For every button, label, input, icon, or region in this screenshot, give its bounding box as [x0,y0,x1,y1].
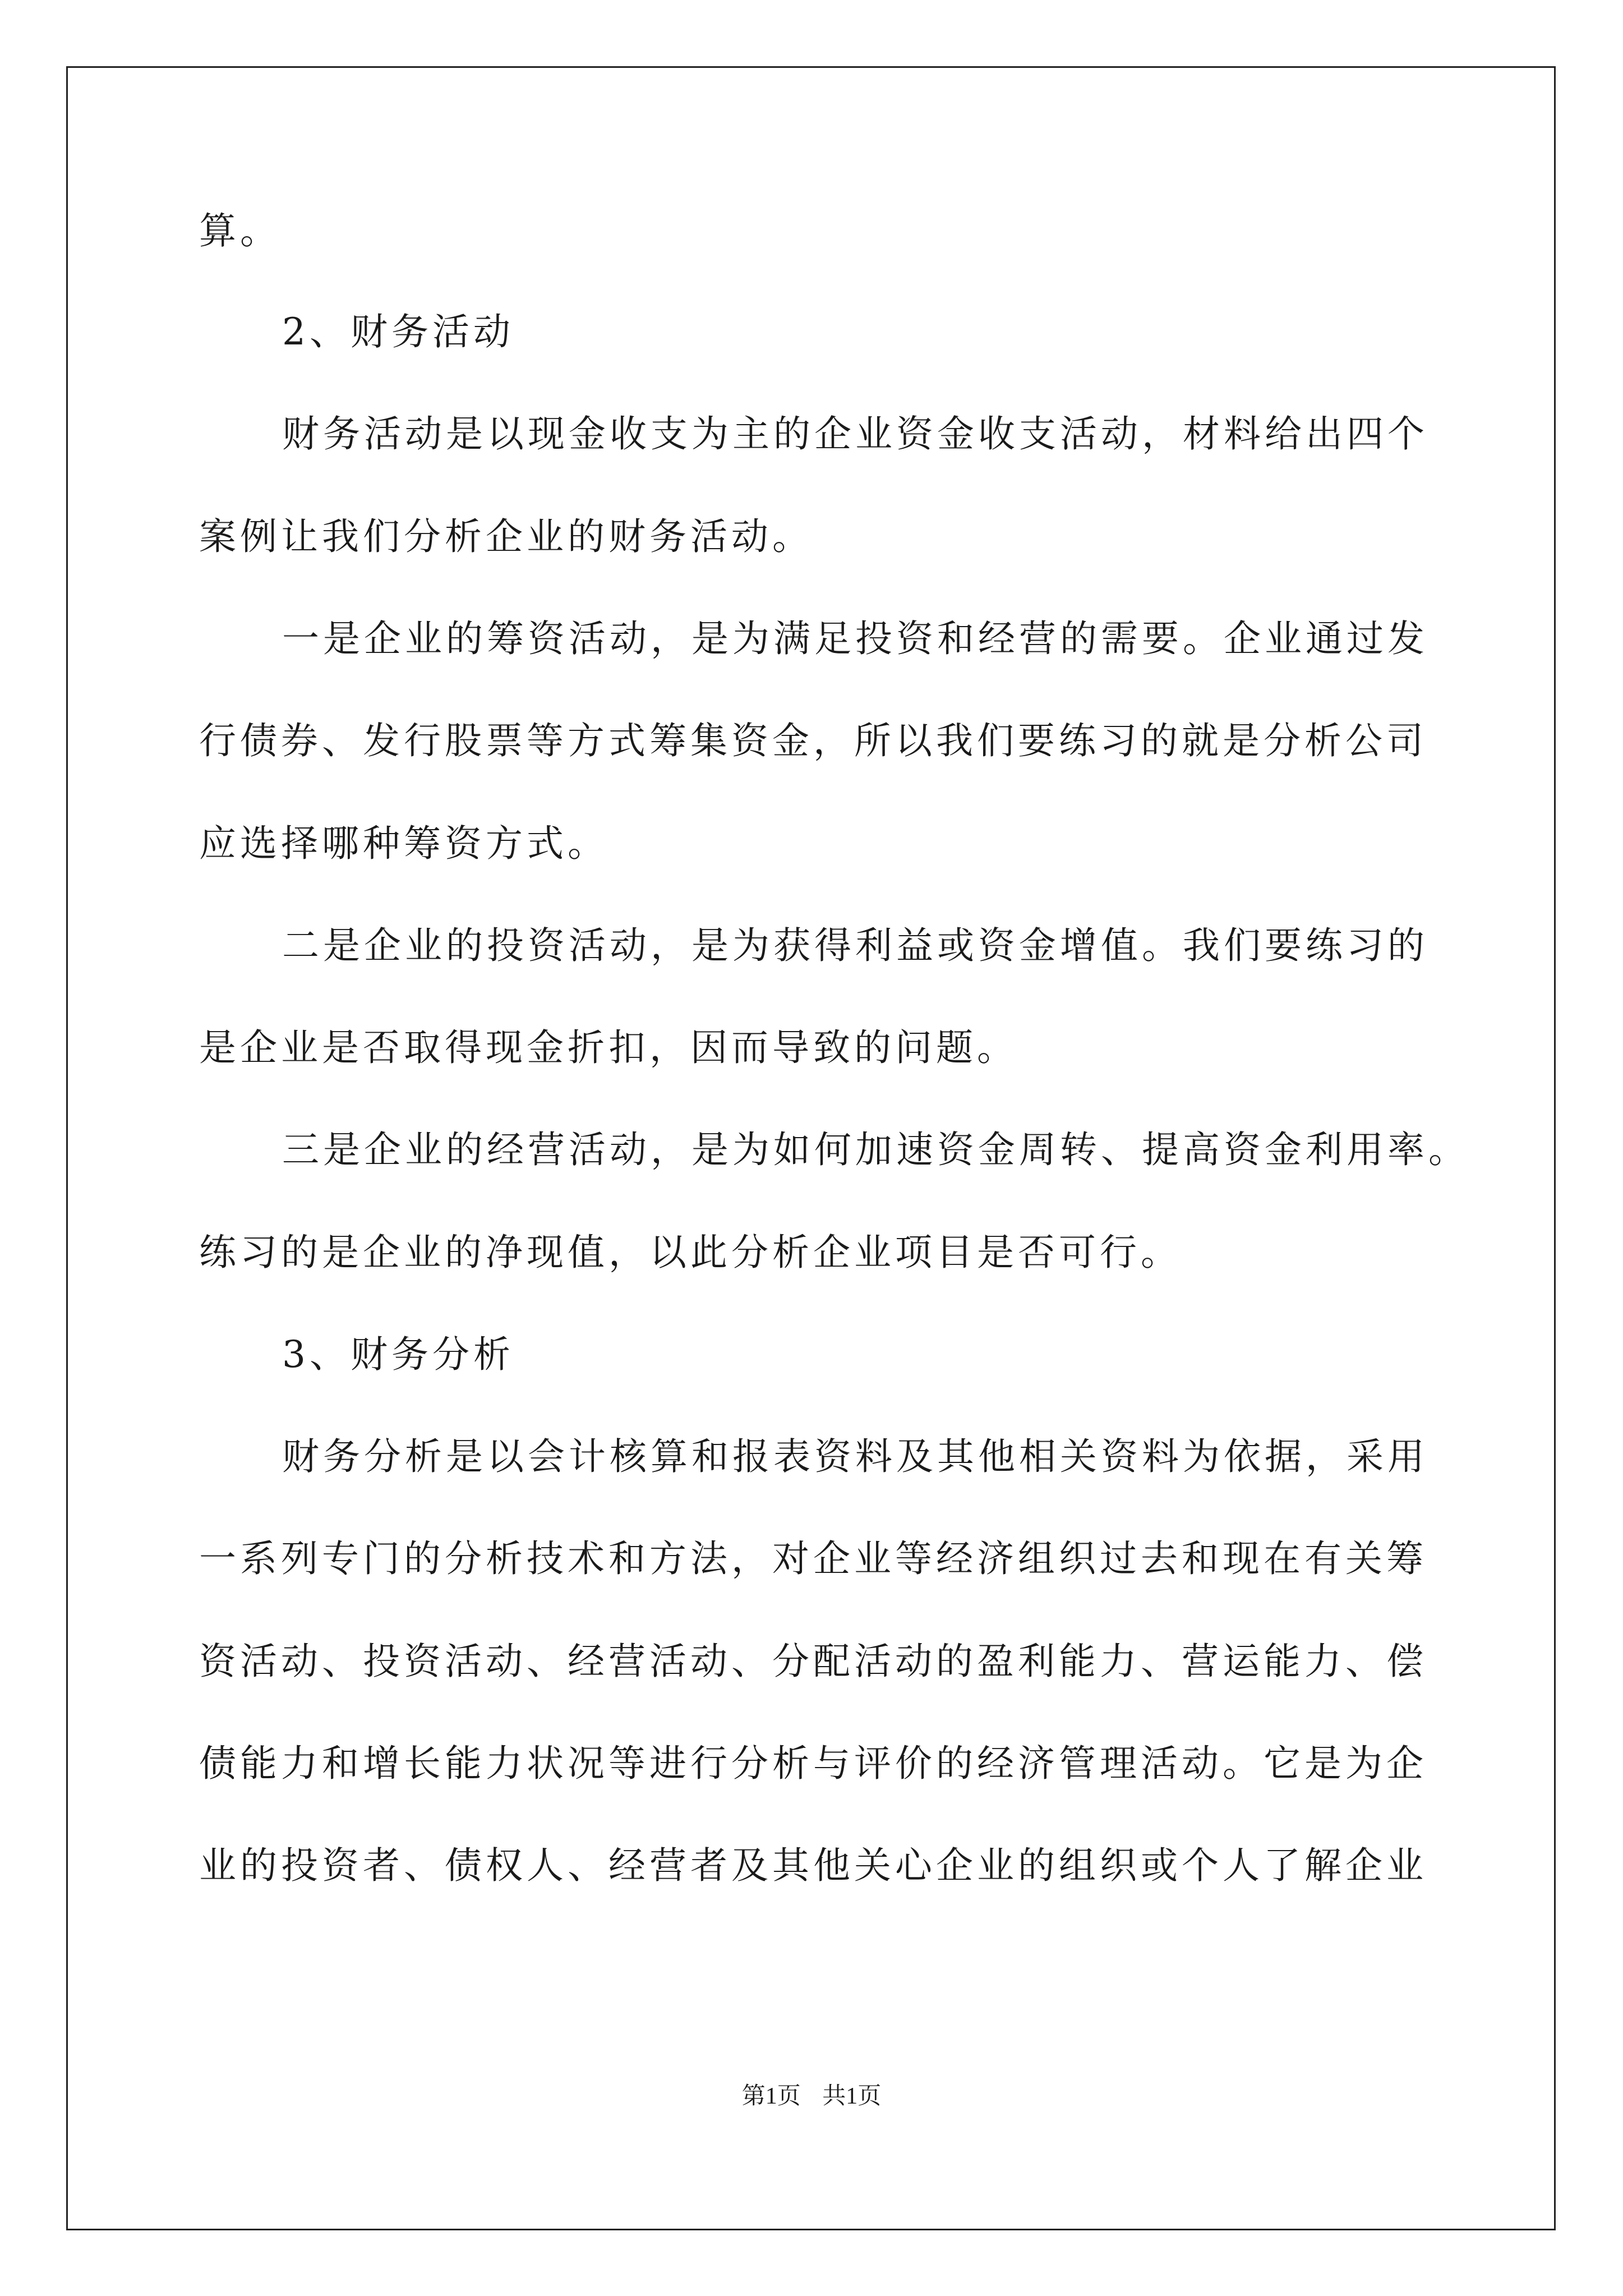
text-line: 一是企业的筹资活动，是为满足投资和经营的需要。企业通过发 [282,617,1428,660]
text-line: 资活动、投资活动、经营活动、分配活动的盈利能力、营运能力、偿 [199,1640,1427,1683]
text-line: 行债券、发行股票等方式筹集资金，所以我们要练习的就是分析公司 [199,719,1427,762]
text-line: 二是企业的投资活动，是为获得利益或资金增值。我们要练习的 [282,924,1428,967]
text-line: 应选择哪种筹资方式。 [199,822,608,865]
page-footer [0,2082,1623,2110]
text-line: 财务分析是以会计核算和报表资料及其他相关资料为依据，采用 [282,1435,1428,1478]
text-line: 是企业是否取得现金折扣，因而导致的问题。 [199,1026,1018,1069]
text-line: 练习的是企业的净现值，以此分析企业项目是否可行。 [199,1231,1182,1274]
section-heading: 3、财务分析 [282,1333,514,1376]
section-heading: 2、财务活动 [282,310,514,353]
text-line: 一系列专门的分析技术和方法，对企业等经济组织过去和现在有关筹 [199,1537,1427,1580]
text-line: 业的投资者、债权人、经营者及其他关心企业的组织或个人了解企业 [199,1844,1427,1887]
text-line: 三是企业的经营活动，是为如何加速资金周转、提高资金利用率。 [282,1128,1469,1171]
text-line: 算。 [199,209,281,252]
text-line: 债能力和增长能力状况等进行分析与评价的经济管理活动。它是为企 [199,1742,1427,1785]
text-line: 财务活动是以现金收支为主的企业资金收支活动，材料给出四个 [282,412,1428,455]
text-line: 案例让我们分析企业的财务活动。 [199,515,813,558]
page-number-current: 第1页 [741,2083,801,2109]
page-number-total: 共1页 [822,2083,882,2109]
